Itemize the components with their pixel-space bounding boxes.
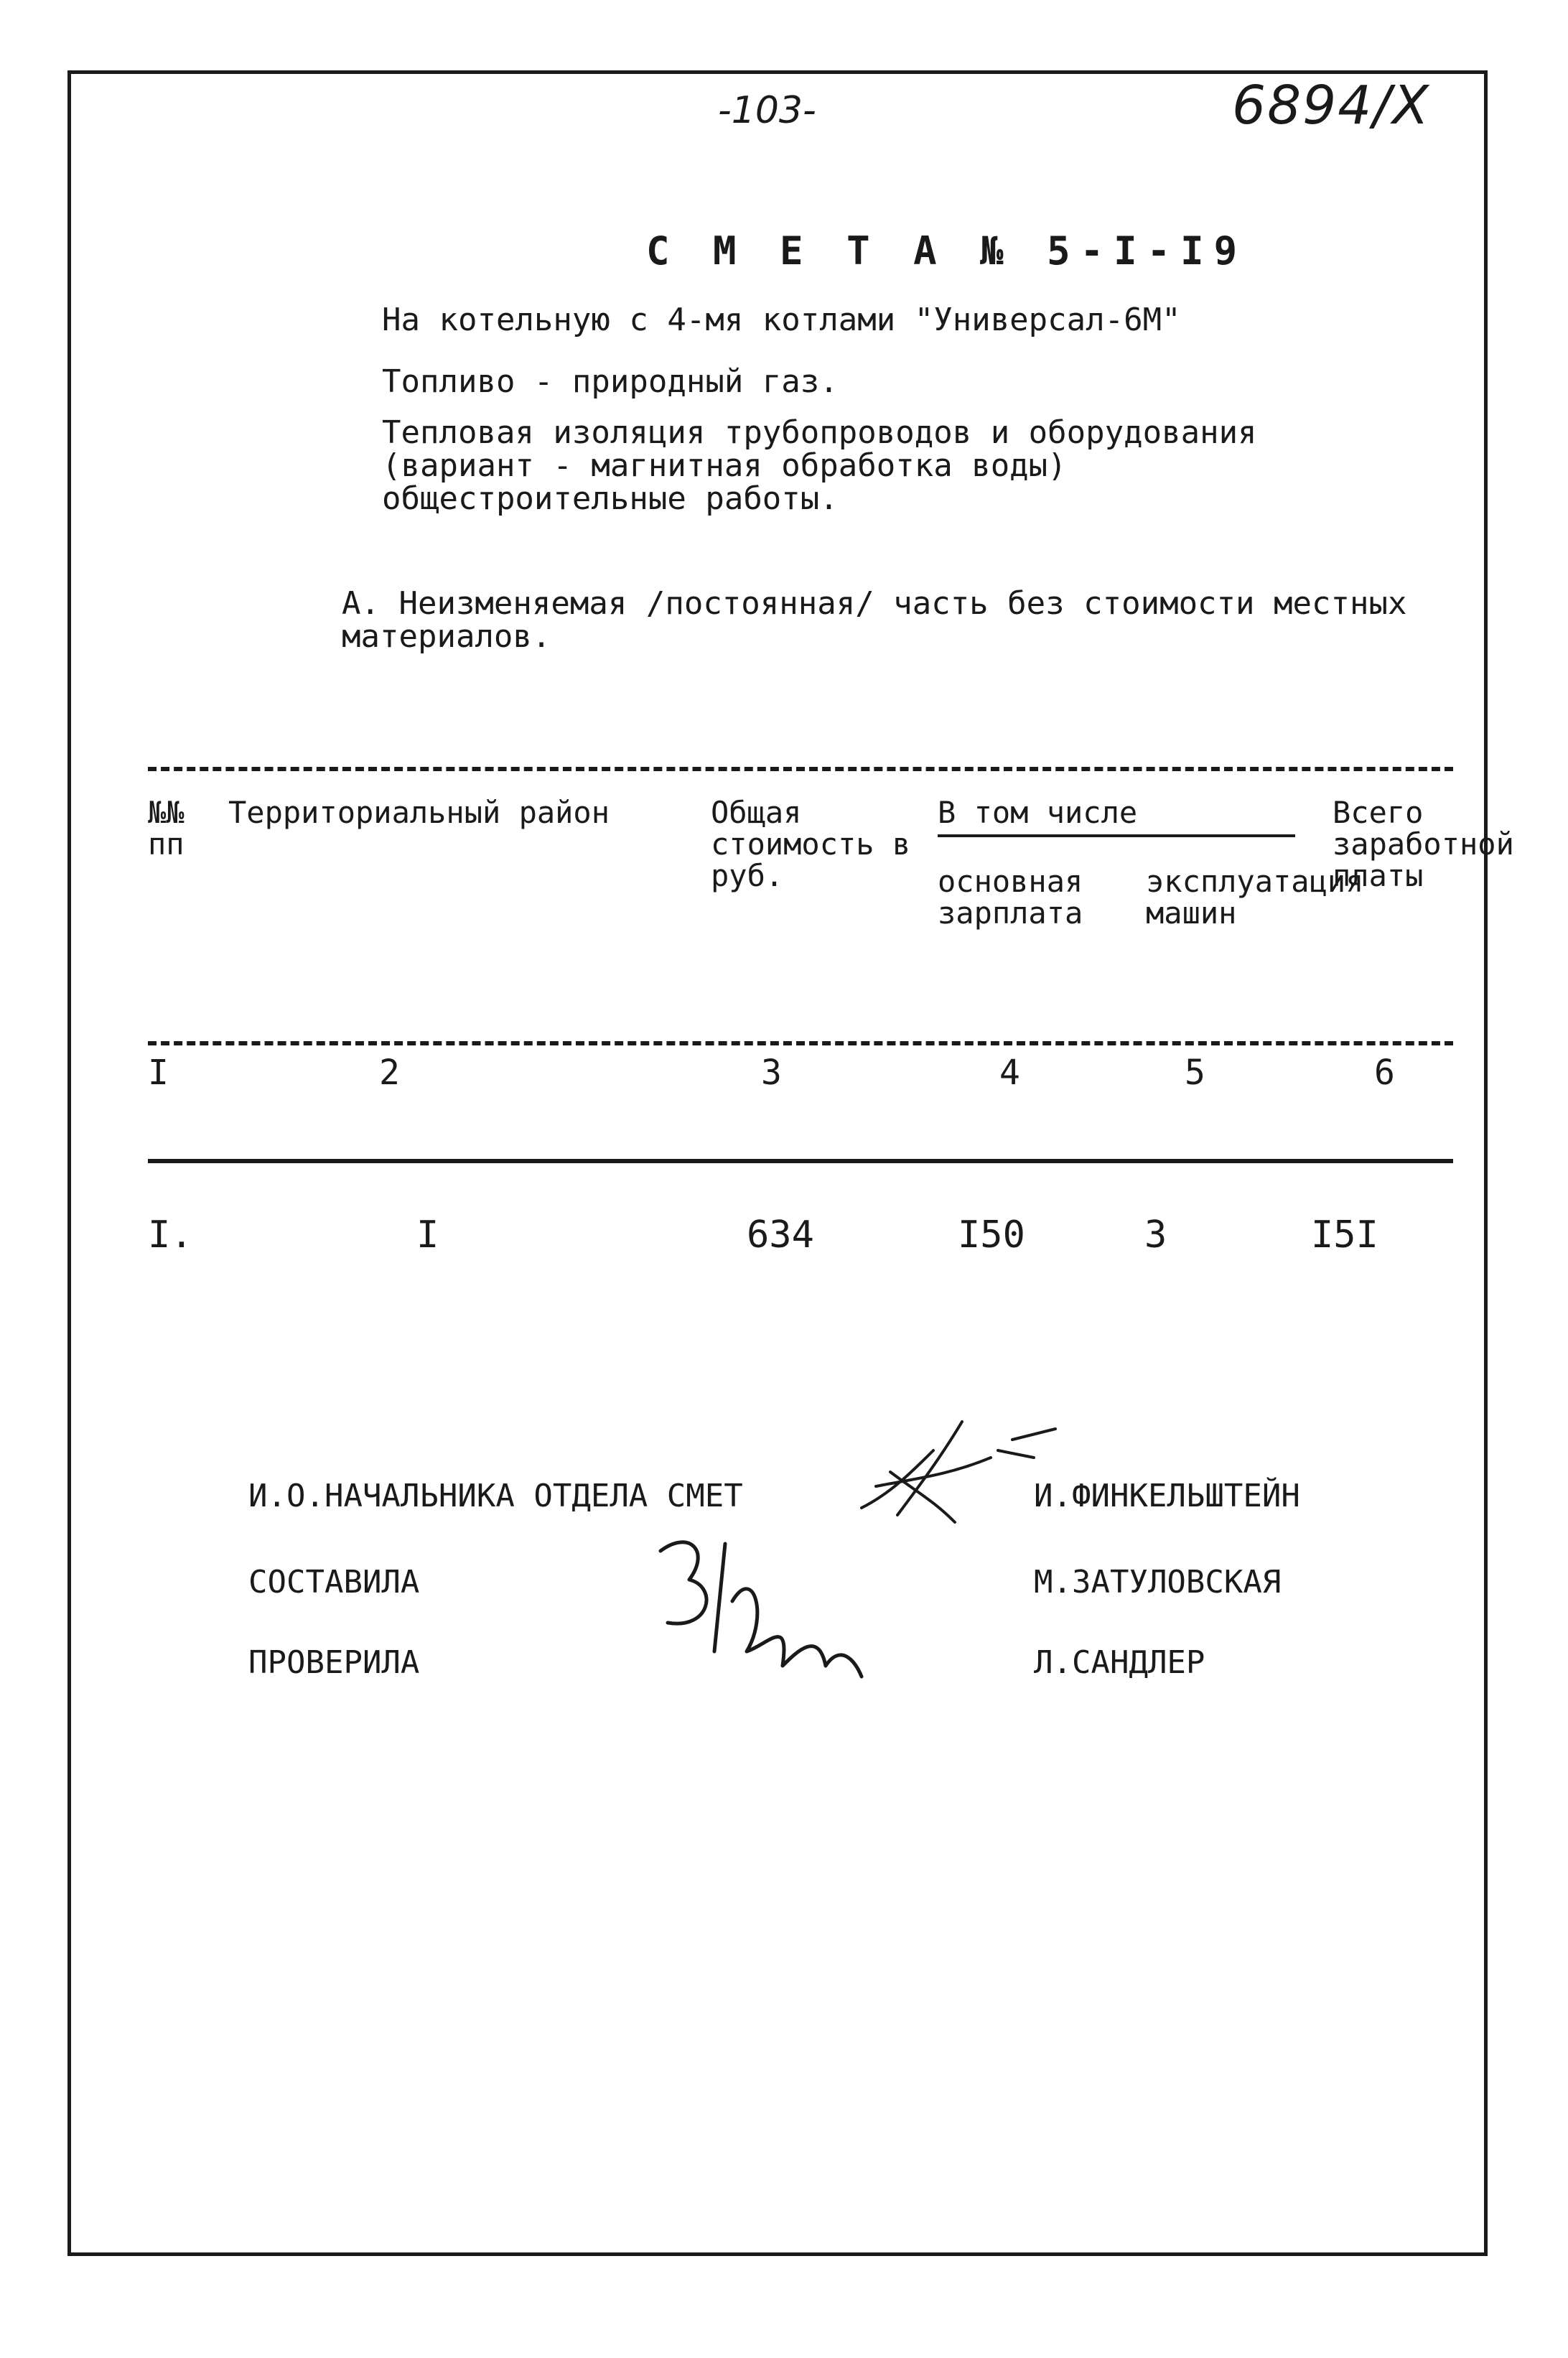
header-base-salary: основная зарплата (938, 864, 1083, 931)
header-bottom-rule (148, 1041, 1453, 1045)
cell-total-wages: I5I (1311, 1213, 1378, 1257)
fuel-description: Топливо - природный газ. (382, 363, 839, 400)
cell-total-cost: 634 (747, 1213, 814, 1257)
handwritten-signature-compiler (646, 1522, 876, 1709)
signature-role-head: И.О.НАЧАЛЬНИКА ОТДЕЛА СМЕТ (248, 1478, 743, 1514)
section-heading: А. Неизменяемая /постоянная/ часть без стоимости местных материалов. (342, 585, 1407, 655)
header-total-wages: Всего заработной платы (1333, 795, 1514, 893)
cell-machine-operation: 3 (1144, 1213, 1167, 1257)
column-number-5: 5 (1185, 1053, 1205, 1093)
work-description: Тепловая изоляция трубопроводов и оборудования (вариант - магнитная обработка воды) общестроительные работы. (382, 414, 1257, 517)
signature-name-compiler: М.ЗАТУЛОВСКАЯ (1034, 1564, 1282, 1600)
signature-role-compiler: СОСТАВИЛА (248, 1564, 420, 1600)
column-number-4: 4 (999, 1053, 1020, 1093)
header-district: Территориальный район (228, 795, 610, 830)
handwritten-signature-head (847, 1407, 1063, 1537)
header-machine-operation: эксплуатация машин (1146, 864, 1364, 931)
archive-number: 6894/X (1232, 75, 1430, 136)
signature-name-head: И.ФИНКЕЛЬШТЕЙН (1034, 1478, 1300, 1514)
header-row-number: №№ пп (148, 795, 185, 862)
column-number-6: 6 (1374, 1053, 1395, 1093)
column-numbers-rule (148, 1159, 1453, 1163)
document-title: С М Е Т А № 5-I-I9 (646, 228, 1248, 274)
header-including-underline (938, 834, 1295, 837)
cell-base-salary: I50 (958, 1213, 1025, 1257)
object-description: На котельную с 4-мя котлами "Универсал-6М" (382, 302, 1181, 338)
column-number-3: 3 (761, 1053, 782, 1093)
signature-name-checker: Л.САНДЛЕР (1034, 1644, 1205, 1681)
page-number: -103- (718, 89, 816, 132)
header-total-cost: Общая стоимость в руб. (711, 795, 911, 893)
header-including: В том числе (938, 795, 1138, 830)
cell-district: I (416, 1213, 439, 1257)
column-number-1: I (148, 1053, 169, 1093)
cell-row-number: I. (148, 1213, 193, 1257)
table-top-rule (148, 767, 1453, 771)
signature-role-checker: ПРОВЕРИЛА (248, 1644, 420, 1681)
column-number-2: 2 (379, 1053, 400, 1093)
